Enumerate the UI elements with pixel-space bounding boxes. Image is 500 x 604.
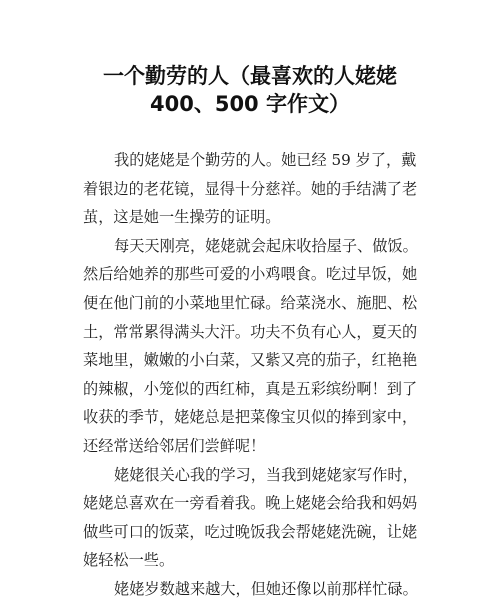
text-line: 便在他门前的小菜地里忙碌。给菜浇水、施肥、松: [83, 293, 418, 312]
paragraph-4: [83, 575, 423, 604]
article-title-line-2: 400、500 字作文）: [150, 92, 350, 116]
text-line: 然后给她养的那些可爱的小鸡喂食。吃过早饭，她: [83, 265, 418, 284]
text-line: 着银边的老花镜，显得十分慈祥。她的手结满了老: [83, 179, 418, 198]
text-line: 每天天刚亮，姥姥就会起床收拾屋子、做饭。: [114, 236, 418, 255]
text-line: 收获的季节，姥姥总是把菜像宝贝似的捧到家中，: [83, 408, 418, 427]
paragraph-2: [83, 232, 423, 461]
text-line: 的辣椒，小笼似的西红柿，真是五彩缤纷啊！到了: [83, 379, 418, 398]
paragraph-1: [83, 146, 423, 232]
text-line: 姥轻松一些。: [83, 551, 175, 570]
text-line: 我的姥姥是个勤劳的人。她已经 59 岁了，戴: [114, 151, 417, 169]
paragraph-3: [83, 461, 423, 575]
article-body: [83, 146, 423, 604]
text-line: 茧，这是她一生操劳的证明。: [83, 208, 281, 227]
text-line: 土，常常累得满头大汗。功夫不负有心人，夏天的: [83, 322, 418, 341]
text-line: 还经常送给邻居们尝鲜呢！: [83, 436, 266, 455]
text-line: 姥姥总喜欢在一旁看着我。晚上姥姥会给我和妈妈: [83, 494, 418, 513]
article-title-line-1: 一个勤劳的人（最喜欢的人姥姥: [103, 64, 397, 88]
text-line: 姥姥岁数越来越大，但她还像以前那样忙碌。: [114, 579, 418, 598]
text-line: 姥姥很关心我的学习，当我到姥姥家写作时，: [114, 465, 418, 484]
text-line: 做些可口的饭菜，吃过晚饭我会帮姥姥洗碗，让姥: [83, 522, 418, 541]
text-line: 菜地里，嫩嫩的小白菜，又紫又亮的茄子，红艳艳: [83, 351, 418, 370]
